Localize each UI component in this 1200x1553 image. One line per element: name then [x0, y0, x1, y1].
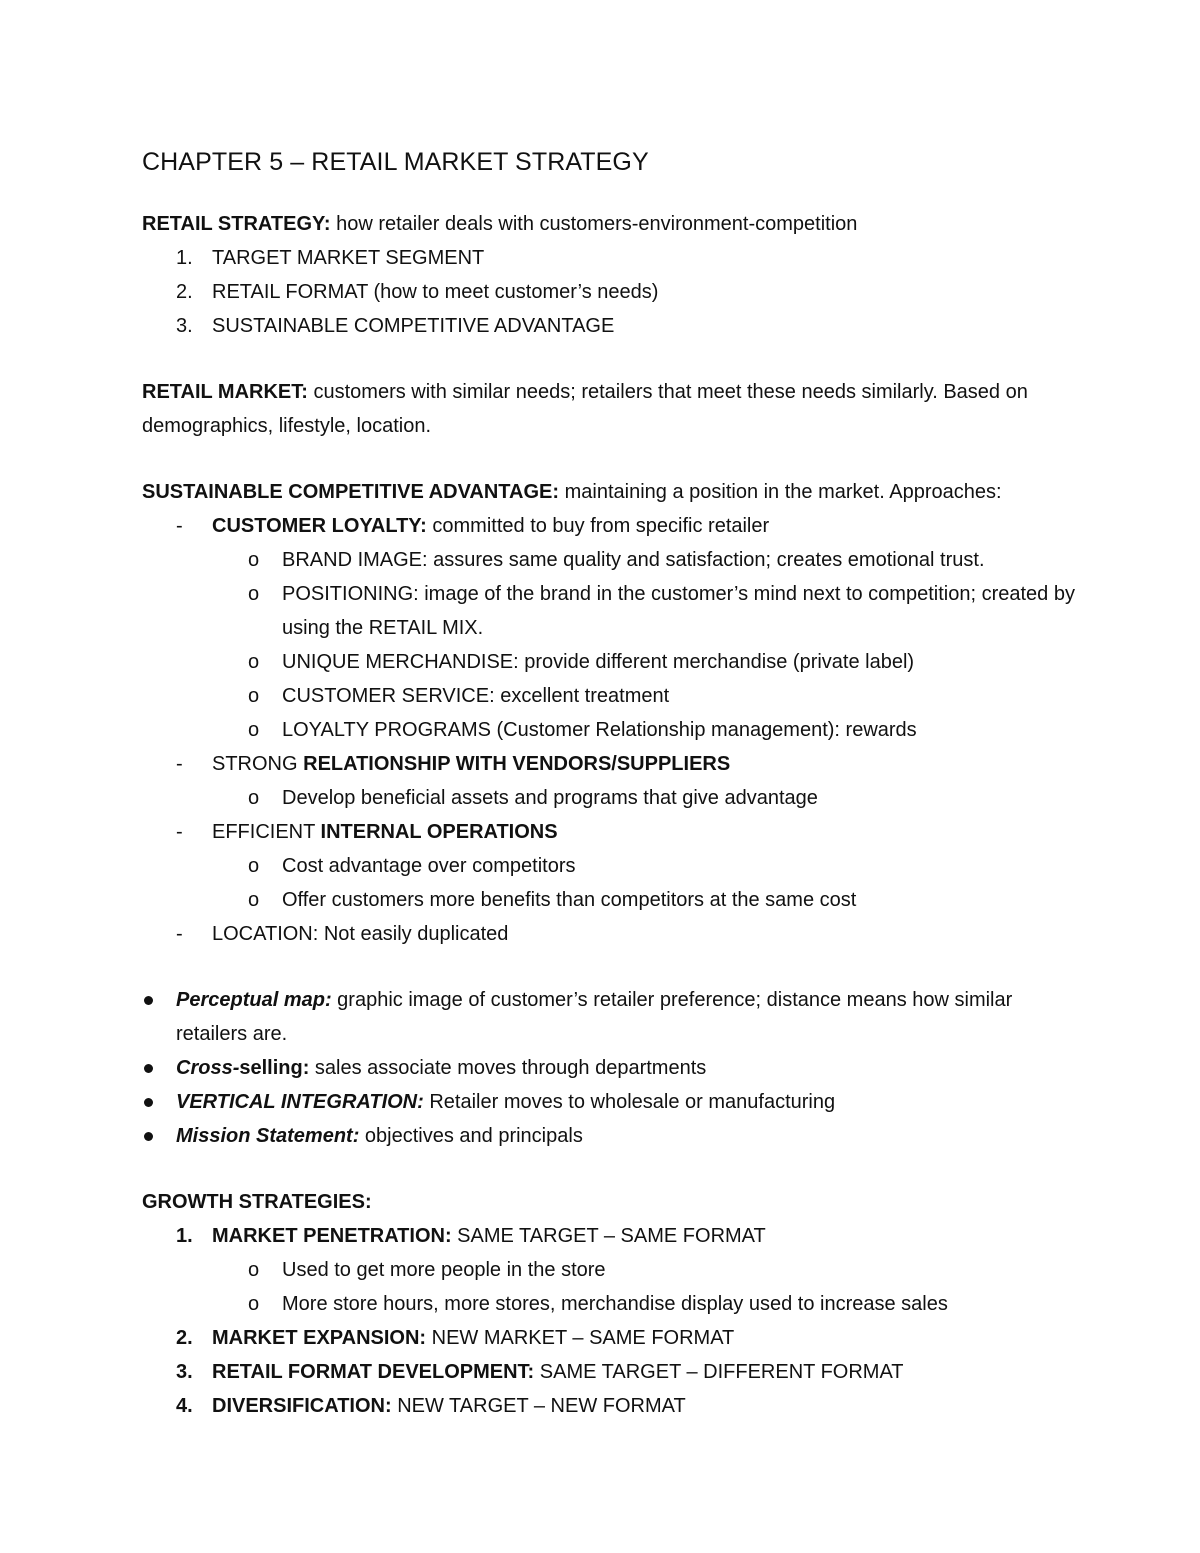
circle-marker: o — [248, 787, 260, 809]
dash-marker: - — [176, 753, 183, 775]
retail-market-term: RETAIL MARKET: — [142, 381, 308, 403]
sub-list-text: POSITIONING: image of the brand in the customer’s mind next to competition; created by using the RETAIL MIX. — [282, 583, 1075, 639]
sub-list-text: Used to get more people in the store — [282, 1259, 606, 1281]
growth-term: DIVERSIFICATION: — [212, 1395, 392, 1417]
sub-list-text: UNIQUE MERCHANDISE: provide different merchandise (private label) — [282, 651, 915, 673]
bullet-dot-icon — [144, 1132, 153, 1141]
list-item-operations — [142, 815, 1080, 849]
sca-approaches-list-location — [142, 917, 1080, 951]
list-item — [142, 241, 1080, 275]
retail-strategy-list — [142, 241, 1080, 343]
customer-loyalty-text: committed to buy from specific retailer — [426, 515, 770, 537]
sca-approaches-list-operations — [142, 815, 1080, 849]
list-item — [142, 1219, 1080, 1253]
bullet-term: Mission Statement: — [176, 1125, 360, 1147]
retail-market-text: customers with similar needs; retailers that meet these needs similarly. Based on demographics, lifestyle, location. — [142, 381, 1028, 437]
bullet-item — [142, 1051, 1080, 1085]
sub-list-item — [142, 577, 1080, 645]
sca-text: maintaining a position in the market. Approaches: — [559, 481, 1002, 503]
bullet-item — [142, 983, 1080, 1051]
vendors-prefix: STRONG — [212, 753, 304, 775]
page-title: CHAPTER 5 – RETAIL MARKET STRATEGY — [142, 148, 649, 176]
circle-marker: o — [248, 583, 260, 605]
sca-definition — [142, 475, 1080, 509]
sub-list-item — [142, 1287, 1080, 1321]
bullet-dot-icon — [144, 996, 153, 1005]
sub-list-item — [142, 713, 1080, 747]
growth-heading-line — [142, 1185, 1080, 1219]
list-number: 1. — [176, 247, 193, 269]
spacer — [142, 1153, 1080, 1185]
list-number: 1. — [176, 1225, 193, 1247]
growth-text: SAME TARGET – SAME FORMAT — [451, 1225, 766, 1247]
bullet-term: Perceptual map: — [176, 989, 332, 1011]
penetration-sublist — [142, 1253, 1080, 1321]
dash-marker: - — [176, 923, 183, 945]
circle-marker: o — [248, 1259, 260, 1281]
sub-list-text: Develop beneficial assets and programs that give advantage — [282, 787, 818, 809]
sub-list-item — [142, 679, 1080, 713]
list-number: 4. — [176, 1395, 193, 1417]
growth-list-continued — [142, 1321, 1080, 1423]
spacer — [142, 443, 1080, 475]
sca-approaches-list — [142, 509, 1080, 543]
sub-list-item — [142, 645, 1080, 679]
bullet-text: graphic image of customer’s retailer preference; distance means how similar retailers are. — [176, 989, 1013, 1045]
bullet-term: VERTICAL INTEGRATION: — [176, 1091, 424, 1113]
growth-term: MARKET EXPANSION: — [212, 1327, 427, 1349]
list-number: 3. — [176, 315, 193, 337]
list-item-location — [142, 917, 1080, 951]
retail-market-definition — [142, 375, 1080, 443]
operations-prefix: EFFICIENT — [212, 821, 321, 843]
sub-list-text: More store hours, more stores, merchandise display used to increase sales — [282, 1293, 948, 1315]
list-item — [142, 1355, 1080, 1389]
sub-list-text: LOYALTY PROGRAMS (Customer Relationship management): rewards — [282, 719, 917, 741]
list-number: 3. — [176, 1361, 193, 1383]
sub-list-text: Cost advantage over competitors — [282, 855, 576, 877]
list-text: RETAIL FORMAT (how to meet customer’s needs) — [212, 281, 659, 303]
sub-list-item — [142, 849, 1080, 883]
vendors-sublist — [142, 781, 1080, 815]
bullet-dot-icon — [144, 1098, 153, 1107]
retail-strategy-term: RETAIL STRATEGY: — [142, 213, 331, 235]
growth-term: MARKET PENETRATION: — [212, 1225, 452, 1247]
circle-marker: o — [248, 889, 260, 911]
sub-list-text: CUSTOMER SERVICE: excellent treatment — [282, 685, 670, 707]
spacer — [142, 343, 1080, 375]
list-item — [142, 309, 1080, 343]
sca-approaches-list-vendors — [142, 747, 1080, 781]
sub-list-text: BRAND IMAGE: assures same quality and satisfaction; creates emotional trust. — [282, 549, 985, 571]
sca-term: SUSTAINABLE COMPETITIVE ADVANTAGE: — [142, 481, 560, 503]
retail-strategy-definition — [142, 207, 1080, 241]
growth-heading: GROWTH STRATEGIES: — [142, 1191, 372, 1213]
dash-marker: - — [176, 515, 183, 537]
bullet-text: objectives and principals — [359, 1125, 583, 1147]
growth-term: RETAIL FORMAT DEVELOPMENT: — [212, 1361, 535, 1383]
sub-list-item — [142, 883, 1080, 917]
list-number: 2. — [176, 281, 193, 303]
spacer — [142, 951, 1080, 983]
retail-strategy-text: how retailer deals with customers-environment-competition — [330, 213, 858, 235]
operations-term: INTERNAL OPERATIONS — [320, 821, 558, 843]
sub-list-item — [142, 781, 1080, 815]
bullet-term-bold: selling: — [239, 1057, 310, 1079]
operations-sublist — [142, 849, 1080, 917]
list-item — [142, 1389, 1080, 1423]
list-item — [142, 275, 1080, 309]
list-text: SUSTAINABLE COMPETITIVE ADVANTAGE — [212, 315, 615, 337]
circle-marker: o — [248, 855, 260, 877]
customer-loyalty-sublist — [142, 543, 1080, 747]
location-text: LOCATION: Not easily duplicated — [212, 923, 509, 945]
list-item-customer-loyalty — [142, 509, 1080, 543]
growth-list — [142, 1219, 1080, 1253]
definitions-bullet-list — [142, 983, 1080, 1153]
circle-marker: o — [248, 1293, 260, 1315]
sub-list-item — [142, 543, 1080, 577]
circle-marker: o — [248, 651, 260, 673]
list-item-vendors — [142, 747, 1080, 781]
growth-text: NEW MARKET – SAME FORMAT — [426, 1327, 735, 1349]
customer-loyalty-term: CUSTOMER LOYALTY: — [212, 515, 427, 537]
growth-text: SAME TARGET – DIFFERENT FORMAT — [534, 1361, 904, 1383]
bullet-item — [142, 1119, 1080, 1153]
dash-marker: - — [176, 821, 183, 843]
circle-marker: o — [248, 549, 260, 571]
bullet-term: Cross- — [176, 1057, 240, 1079]
list-item — [142, 1321, 1080, 1355]
list-text: TARGET MARKET SEGMENT — [212, 247, 485, 269]
bullet-item — [142, 1085, 1080, 1119]
sub-list-item — [142, 1253, 1080, 1287]
vendors-term: RELATIONSHIP WITH VENDORS/SUPPLIERS — [303, 753, 731, 775]
sub-list-text: Offer customers more benefits than competitors at the same cost — [282, 889, 857, 911]
growth-text: NEW TARGET – NEW FORMAT — [391, 1395, 686, 1417]
bullet-text: Retailer moves to wholesale or manufacturing — [423, 1091, 836, 1113]
bullet-text: sales associate moves through departments — [309, 1057, 707, 1079]
bullet-dot-icon — [144, 1064, 153, 1073]
circle-marker: o — [248, 719, 260, 741]
circle-marker: o — [248, 685, 260, 707]
list-number: 2. — [176, 1327, 193, 1349]
